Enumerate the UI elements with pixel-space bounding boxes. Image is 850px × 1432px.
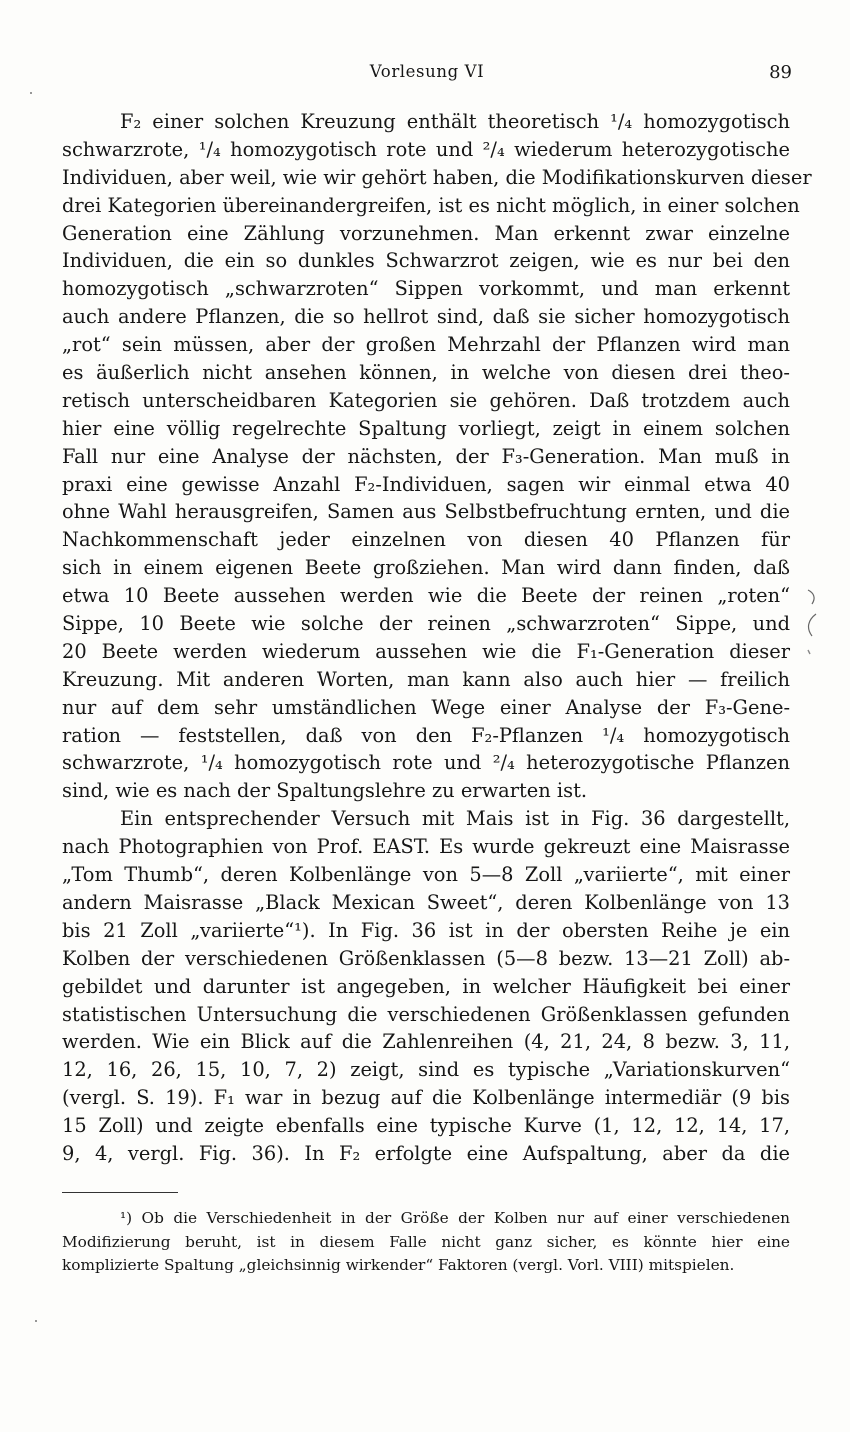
footnote-line: Modifizierung beruht, ist in diesem Falle nicht ganz sicher, es könnte hier eine (62, 1232, 790, 1251)
text-line: Sippe, 10 Beete wie solche der reinen „schwarzroten“ Sippe, und (62, 612, 790, 636)
text-line: Nachkommenschaft jeder einzelnen von diesen 40 Pflanzen für (62, 528, 790, 552)
text-line: praxi eine gewisse Anzahl F₂-Individuen, sagen wir einmal etwa 40 (62, 472, 790, 496)
text-line: 12, 16, 26, 15, 10, 7, 2) zeigt, sind es typische „Variationskurven“ (62, 1058, 790, 1082)
text-line: etwa 10 Beete aussehen werden wie die Beete der reinen „roten“ (62, 584, 790, 608)
pencil-margin-mark (800, 584, 830, 660)
footnote-area (62, 1207, 790, 1278)
paper-speck (30, 92, 32, 94)
running-title: Vorlesung VI (369, 62, 485, 81)
footnote-line: ¹) Ob die Verschiedenheit in der Größe der Kolben nur auf einer verschiedenen (120, 1209, 790, 1227)
text-line: Fall nur eine Analyse der nächsten, der F₃-Generation. Man muß in (62, 444, 790, 468)
text-line: retisch unterscheidbaren Kategorien sie gehören. Daß trotzdem auch (62, 388, 790, 412)
text-line: sich in einem eigenen Beete großziehen. Man wird dann finden, daß (62, 556, 790, 580)
text-line: F₂ einer solchen Kreuzung enthält theoretisch ¹/₄ homozygotisch (120, 110, 790, 133)
text-line: (vergl. S. 19). F₁ war in bezug auf die Kolbenlänge intermediär (9 bis (62, 1086, 790, 1110)
text-line: Individuen, aber weil, wie wir gehört haben, die Modifikationskurven dieser (62, 165, 812, 189)
text-line: schwarzrote, ¹/₄ homozygotisch rote und ²/₄ heterozygotische Pflanzen (62, 751, 790, 775)
text-line: „rot“ sein müssen, aber der großen Mehrzahl der Pflanzen wird man (62, 333, 790, 357)
footnote-line: komplizierte Spaltung „gleichsinnig wirkender“ Faktoren (vergl. Vorl. VIII) mitspielen. (62, 1256, 735, 1274)
text-line: statistischen Untersuchung die verschiedenen Größenklassen gefunden (62, 1002, 790, 1026)
text-line: homozygotisch „schwarzroten“ Sippen vorkommt, und man erkennt (62, 277, 790, 301)
text-line: schwarzrote, ¹/₄ homozygotisch rote und ²/₄ wiederum heterozygotische (62, 137, 790, 161)
text-line: Generation eine Zählung vorzunehmen. Man erkennt zwar einzelne (62, 221, 790, 245)
text-line: 20 Beete werden wiederum aussehen wie die F₁-Generation dieser (62, 639, 790, 663)
main-text (62, 108, 812, 1168)
text-line: auch andere Pflanzen, die so hellrot sind, daß sie sicher homozygotisch (62, 305, 790, 329)
text-line: Kolben der verschiedenen Größenklassen (5—8 bezw. 13—21 Zoll) ab- (62, 946, 790, 970)
paper-speck (35, 1320, 37, 1322)
text-line: „Tom Thumb“, deren Kolbenlänge von 5—8 Zoll „variierte“, mit einer (62, 863, 790, 887)
text-line: sind, wie es nach der Spaltungslehre zu erwarten ist. (62, 779, 588, 803)
text-line: nur auf dem sehr umständlichen Wege einer Analyse der F₃-Gene- (62, 695, 790, 719)
text-line: es äußerlich nicht ansehen können, in welche von diesen drei theo- (62, 361, 790, 385)
text-line: nach Photographien von Prof. EAST. Es wurde gekreuzt eine Maisrasse (62, 835, 790, 859)
text-line: Individuen, die ein so dunkles Schwarzrot zeigen, wie es nur bei den (62, 249, 790, 273)
text-line: ohne Wahl herausgreifen, Samen aus Selbstbefruchtung ernten, und die (62, 500, 790, 524)
text-line: gebildet und darunter ist angegeben, in welcher Häufigkeit bei einer (62, 974, 790, 998)
text-line: Ein entsprechender Versuch mit Mais ist in Fig. 36 dargestellt, (120, 807, 790, 831)
text-line: drei Kategorien übereinandergreifen, ist es nicht möglich, in einer solchen (62, 193, 800, 217)
text-line: 15 Zoll) und zeigte ebenfalls eine typische Kurve (1, 12, 12, 14, 17, (62, 1114, 790, 1138)
text-line: werden. Wie ein Blick auf die Zahlenreihen (4, 21, 24, 8 bezw. 3, 11, (62, 1030, 790, 1054)
text-line: hier eine völlig regelrechte Spaltung vorliegt, zeigt in einem solchen (62, 416, 790, 440)
text-line: andern Maisrasse „Black Mexican Sweet“, deren Kolbenlänge von 13 (62, 890, 790, 914)
text-line: 9, 4, vergl. Fig. 36). In F₂ erfolgte eine Aufspaltung, aber da die (62, 1141, 790, 1165)
footnote-divider (62, 1192, 178, 1193)
text-line: ration — feststellen, daß von den F₂-Pflanzen ¹/₄ homozygotisch (62, 723, 790, 747)
running-head (62, 62, 792, 88)
text-line: bis 21 Zoll „variierte“¹). In Fig. 36 ist in der obersten Reihe je ein (62, 918, 790, 942)
page-number: 89 (769, 62, 792, 83)
text-line: Kreuzung. Mit anderen Worten, man kann also auch hier — freilich (62, 667, 790, 691)
